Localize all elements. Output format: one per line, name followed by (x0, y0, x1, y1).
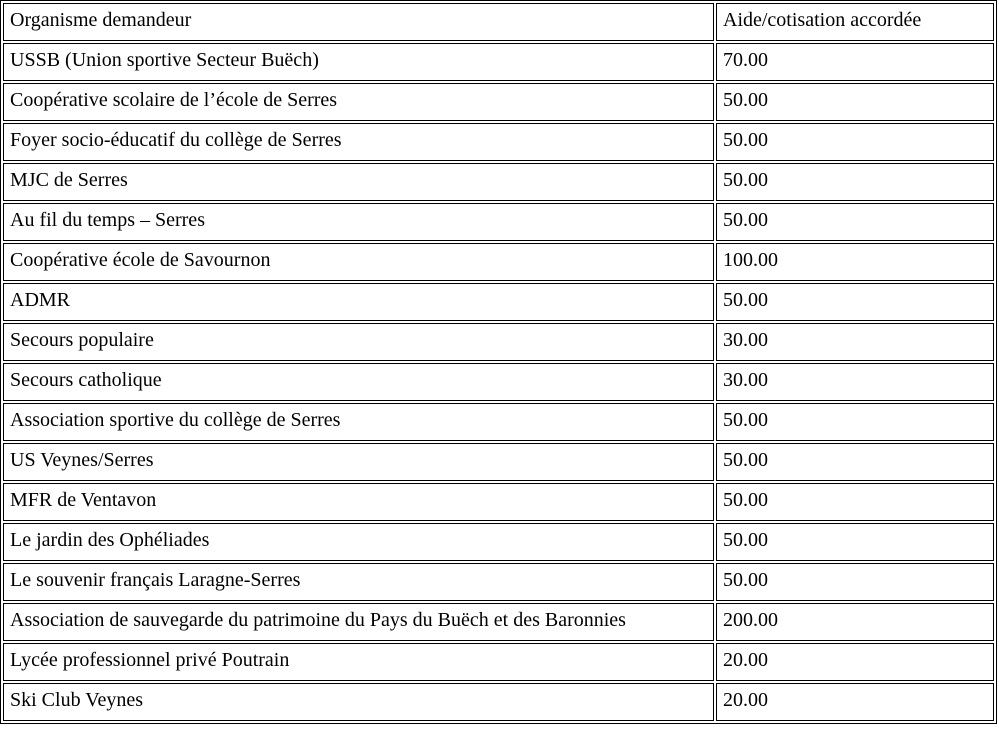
amount-cell: 50.00 (716, 163, 994, 201)
amount-cell: 50.00 (716, 483, 994, 521)
organisme-cell: Lycée professionnel privé Poutrain (3, 643, 714, 681)
table-row (3, 603, 994, 641)
organisme-cell: Secours catholique (3, 363, 714, 401)
organisme-cell: US Veynes/Serres (3, 443, 714, 481)
organisme-cell: Association de sauvegarde du patrimoine du Pays du Buëch et des Baronnies (3, 603, 714, 641)
amount-cell: 50.00 (716, 443, 994, 481)
amount-cell: 200.00 (716, 603, 994, 641)
table-row (3, 643, 994, 681)
amount-cell: 20.00 (716, 683, 994, 721)
amount-cell: 50.00 (716, 283, 994, 321)
amount-cell: 50.00 (716, 203, 994, 241)
table-row (3, 683, 994, 721)
header-row (3, 3, 994, 41)
table-row (3, 163, 994, 201)
amount-cell: 20.00 (716, 643, 994, 681)
organisme-cell: Le jardin des Ophéliades (3, 523, 714, 561)
amount-cell: 50.00 (716, 563, 994, 601)
amount-cell: 30.00 (716, 363, 994, 401)
table-row (3, 523, 994, 561)
organisme-cell: MFR de Ventavon (3, 483, 714, 521)
amount-cell: 50.00 (716, 523, 994, 561)
amount-cell: 50.00 (716, 403, 994, 441)
organisme-cell: Le souvenir français Laragne-Serres (3, 563, 714, 601)
table-body (3, 43, 994, 721)
table-row (3, 323, 994, 361)
amount-cell: 50.00 (716, 123, 994, 161)
amount-cell: 100.00 (716, 243, 994, 281)
organisme-cell: Coopérative école de Savournon (3, 243, 714, 281)
table-row (3, 403, 994, 441)
table-row (3, 203, 994, 241)
amount-cell: 70.00 (716, 43, 994, 81)
organisme-cell: ADMR (3, 283, 714, 321)
table-row (3, 43, 994, 81)
column-header-organisme: Organisme demandeur (3, 3, 714, 41)
organisme-cell: Ski Club Veynes (3, 683, 714, 721)
organisme-cell: Coopérative scolaire de l’école de Serres (3, 83, 714, 121)
organisme-cell: Association sportive du collège de Serres (3, 403, 714, 441)
column-header-aide: Aide/cotisation accordée (716, 3, 994, 41)
organisme-cell: MJC de Serres (3, 163, 714, 201)
organisme-cell: Secours populaire (3, 323, 714, 361)
table-row (3, 563, 994, 601)
table-row (3, 483, 994, 521)
table-row (3, 123, 994, 161)
organisme-cell: USSB (Union sportive Secteur Buëch) (3, 43, 714, 81)
organisme-cell: Foyer socio-éducatif du collège de Serres (3, 123, 714, 161)
table-row (3, 443, 994, 481)
table-row (3, 83, 994, 121)
amount-cell: 30.00 (716, 323, 994, 361)
table-row (3, 363, 994, 401)
organisme-cell: Au fil du temps – Serres (3, 203, 714, 241)
amount-cell: 50.00 (716, 83, 994, 121)
table-row (3, 283, 994, 321)
table-row (3, 243, 994, 281)
